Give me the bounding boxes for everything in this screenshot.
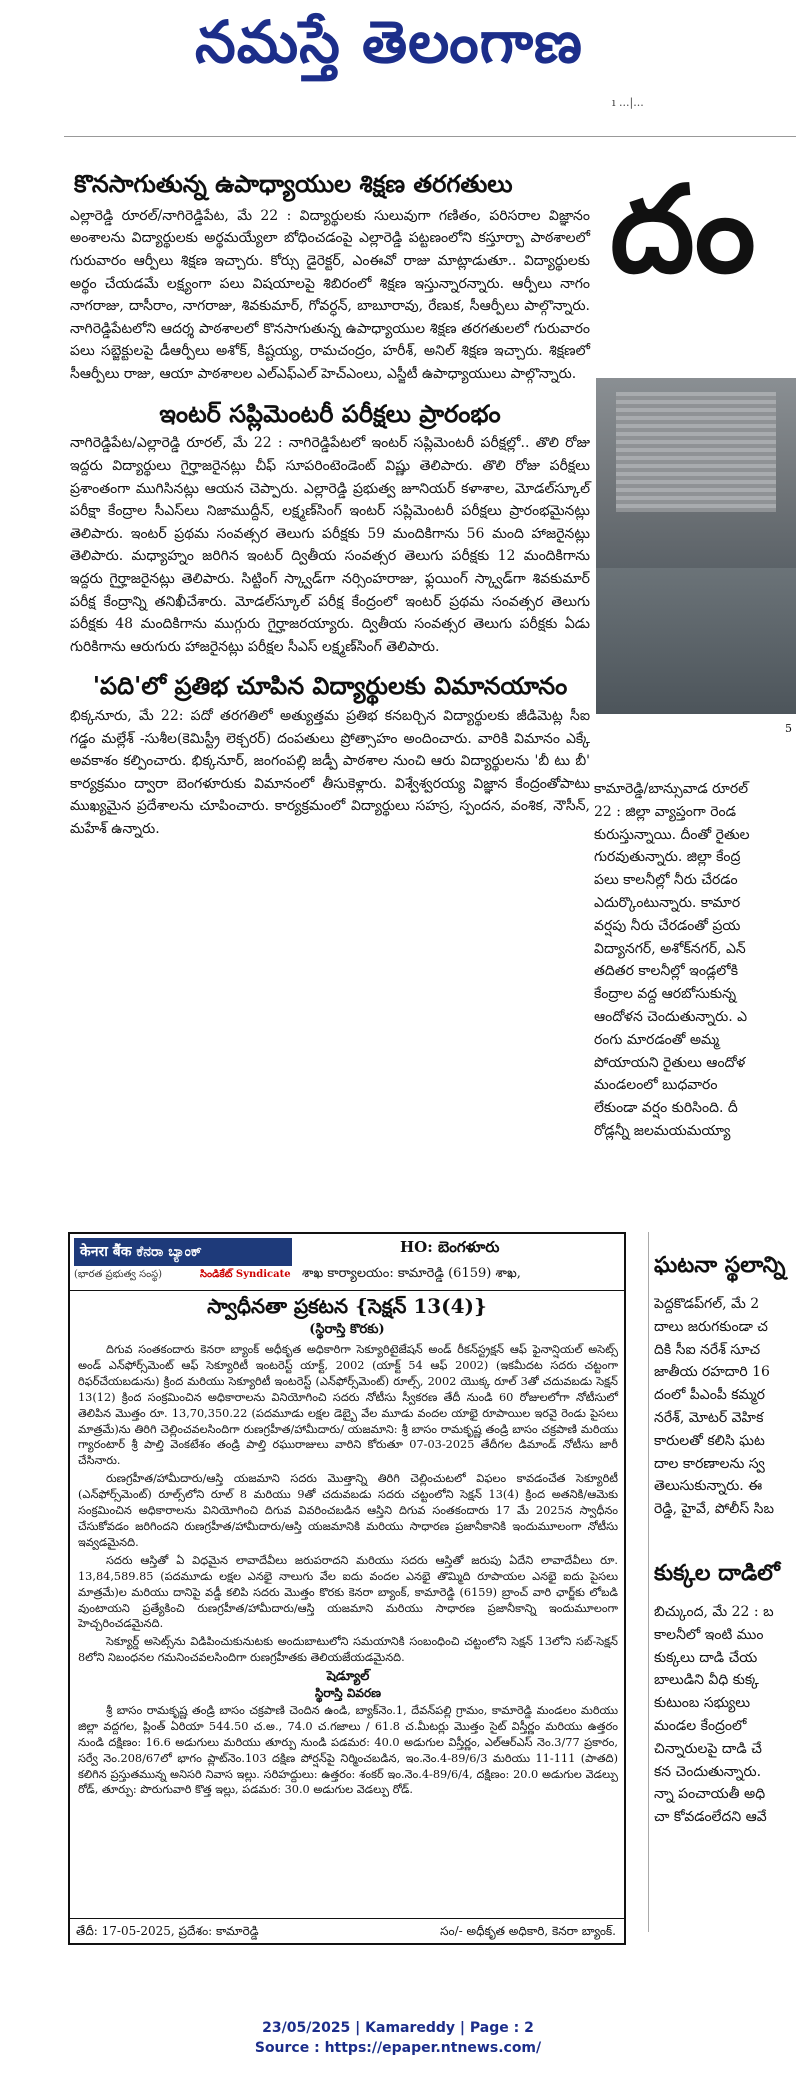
story-line: నరేశ్, మోటర్ వెహిక bbox=[654, 1409, 764, 1426]
dog-story bbox=[654, 1560, 796, 1829]
story-line: బాలుడిని వీధి కుక్క bbox=[654, 1672, 759, 1689]
story-line: చా కోవడంలేదని ఆవే bbox=[654, 1809, 767, 1826]
notice-signatory: సం/- అధీకృత అధికారి, కెనరా బ్యాంక్. bbox=[440, 1924, 616, 1938]
notice-title: స్వాధీనతా ప్రకటన {సెక్షన్ 13(4)} bbox=[207, 1294, 487, 1318]
story-line: పెద్దకొడప్‌గల్, మే 2 bbox=[654, 1296, 760, 1312]
schedule-text: శ్రీ బాసం రామకృష్ణ తండ్రి బాసం చక్రపాణి చెందిన ఉండి, బ్యాక్‌నెం.1, దేవన్‌పల్లి గ్రామం, కామారెడ్డి మండలం మరియు జిల్లా వద్దగల, ప్లింత్ ఏరియా 544.50 చ.అ., 74.0 చ.గజాలు / 61.8 చ.మీటర్లు మొత్తం సైట్ విస్తీర్ణం మరియు ఉత్తరం నుండి దక్షిణం: 16.6 అడుగులు మరియు తూర్పు నుండి పడమర: 40.0 అడుగుల విస్తీర్ణం, ఎల్ఆర్ఎస్ నెం.3/77 ప్రకారం, సర్వే నెం.208/67లో భాగం ప్లాట్‌నెం.103 దక్షిణ పోర్షన్‌పై నిర్మించబడిన, ఇం.నెం.4-89/6/3 మరియు 11-111 (పాతది) కలిగిన ప్రస్తుతమున్న అనిసరి నివాస ఇల్లు. సరిహద్దులు: ఉత్తరం: శంకర్ ఇం.నెం.4-89/6/4, దక్షిణం: 20.0 అడుగుల వెడల్పు రోడ్, తూర్పు: పొరుగువారి కొత్త ఇల్లు, పడమర: 30.0 అడుగుల వెడల్పు రోడ్. bbox=[78, 1703, 618, 1797]
column-divider bbox=[648, 1232, 649, 1932]
story-line: దికి సీఐ నరేశ్ సూచ bbox=[654, 1341, 761, 1358]
notice-para2: రుణగ్రహీత/హామీదారు/ఆస్తి యజమాని సదరు మొత్తాన్ని తిరిగి చెల్లించుటలో విఫలం కావడంచేత సెక్యూరిటీ (ఎన్‌ఫోర్స్‌మెంట్) రూల్స్‌లోని రూల్ 8 మరియు 9తో చదువబడు సదరు చట్టంలోని సెక్షన్ 13(4) క్రింద అతనికి/ఆమెకు సంక్రమించిన అధికారాలను వినియోగించి దిగువ వివరించబడిన ఆస్తిని దిగువ సంతకందారు 17 మే 2025న స్వాధీనం చేసుకోవడం జరిగిందని రుణగ్రహీత/హామీదారు/ఆస్తి యజమానికి మరియు సాధారణ ప్రజానీకానికి ఇందుమూలంగా నోటీసు ఇవ్వడమైనది. bbox=[78, 1472, 618, 1549]
dog-headline: కుక్కల దాడిలో bbox=[654, 1560, 780, 1586]
story-line: దాలు జరుగకుండా చ bbox=[654, 1318, 768, 1335]
story-line: చిన్నారులపై దాడి చే bbox=[654, 1740, 762, 1757]
story-line: ఎదుర్కొంటున్నారు. కామార bbox=[594, 894, 741, 911]
footer-edition: 23/05/2025 | Kamareddy | Page : 2 bbox=[262, 2020, 534, 2036]
branch-office: శాఖ కార్యాలయం: కామారెడ్డి (6159) శాఖ, bbox=[302, 1266, 521, 1281]
story-line: పలు కాలనీల్లో నీరు చేరడం bbox=[594, 872, 738, 889]
masthead bbox=[0, 0, 796, 110]
photo-shutter bbox=[616, 392, 776, 512]
notice-para4: సెక్యూర్డ్ అసెట్స్‌ను విడిపించుకునుటకు అందుబాటులోని సమయానికి సంబంధించి చట్టంలోని సెక్షన్ 13లోని సబ్-సెక్షన్ 8లోని నిబంధనల గమనించవలసిందిగా రుణగ్రహీతకు తెలియజేయడమైనది. bbox=[78, 1635, 618, 1665]
page-footer bbox=[0, 2018, 796, 2058]
story-line: రంగు మారడంతో అమ్మ bbox=[594, 1031, 720, 1048]
story-line: జాతీయ రహదారి 16 bbox=[654, 1364, 770, 1381]
flood-photo bbox=[596, 378, 796, 714]
story-line: లేకుండా వర్షం కురిసింది. దీ bbox=[594, 1100, 738, 1117]
article1-body: ఎల్లారెడ్డి రూరల్/నాగిరెడ్డిపేట, మే 22 : విద్యార్థులకు సులువుగా గణితం, పరిసరాల విజ్ఞానం అంశాలను విద్యార్థులకు అర్థమయ్యేలా బోధించడంపై ఎల్లారెడ్డి పట్టణంలోని కస్తూర్బా పాఠశాలలో గురువారం ఆర్పీలు శిక్షణ ఇచ్చారు. కోర్సు డైరెక్టర్, ఎంఈవో రాజు మాట్లాడుతూ.. విద్యార్థులకు అర్థం చేయడమే లక్ష్యంగా పలు విషయాలపై శిబిరంలో శిక్షణ ఇస్తున్నారన్నారు. ఆర్పీలు నాగం నాగరాజు, దాసీరాం, నాగరాజు, శివకుమార్, గోవర్ధన్, బాబూరావు, రేణుక, సీఆర్పీలు పాల్గొన్నారు. నాగిరెడ్డిపేటలోని ఆదర్శ పాఠశాలలో కొనసాగుతున్న ఉపాధ్యాయుల శిక్షణ తరగతులలో గురువారం పలు సబ్జెక్టులపై డీఆర్పీలు అశోక్, కిష్టయ్య, రామచంద్రం, హరీశ్, అనిల్ శిక్షణ ఇచ్చారు. శిక్షణలో సీఆర్పీలు రాజు, ఆయా పాఠశాలల ఎల్ఎఫ్ఎల్ హెచ్ఎంలు, ఎస్జీటీ ఉపాధ్యాయులు పాల్గొన్నారు. bbox=[70, 207, 590, 382]
story-line: న్నా పంచాయతీ అధి bbox=[654, 1786, 766, 1803]
story-line: కన చెందుతున్నారు. bbox=[654, 1763, 762, 1780]
story-line: వర్షపు నీరు చేరడంతో ప్రయ bbox=[594, 917, 741, 934]
photo-water bbox=[596, 568, 796, 714]
story-line: గురవుతున్నారు. జిల్లా కేంద్ర bbox=[594, 849, 741, 866]
notice-header bbox=[70, 1234, 624, 1291]
story-line: ఆందోళన చెందుతున్నారు. ఎ bbox=[594, 1008, 748, 1025]
possession-notice bbox=[68, 1232, 626, 1945]
schedule-title: షెడ్యూల్ bbox=[326, 1669, 370, 1685]
story-line: మండలంలో బుధవారం bbox=[594, 1077, 718, 1094]
masthead-right-fragment: ı ...|... bbox=[612, 96, 644, 109]
story-line: 22 : జిల్లా వ్యాప్తంగా రెండ bbox=[594, 803, 737, 820]
notice-date-place: తేదీ: 17-05-2025, ప్రదేశం: కామారెడ్డి bbox=[76, 1924, 259, 1938]
story-line: మండల కేంద్రంలో bbox=[654, 1717, 747, 1734]
story-line: కాలనీలో ఇంటి ముం bbox=[654, 1626, 764, 1643]
side-story-headline: దం bbox=[610, 159, 756, 300]
masthead-divider bbox=[64, 136, 796, 137]
story-line: విద్యానగర్, అశోక్‌నగర్, ఎన్ bbox=[594, 940, 746, 957]
story-line: కుటుంబ సభ్యులు bbox=[654, 1695, 751, 1712]
story-line: దంలో పీఎంపీ కమ్మర bbox=[654, 1387, 765, 1404]
side-story-body bbox=[594, 778, 796, 1143]
newspaper-title: నమస్తే తెలంగాణ bbox=[195, 8, 583, 76]
story-line: కేంద్రాల వద్ద ఆరబోసుకున్న bbox=[594, 986, 737, 1003]
notice-body bbox=[78, 1342, 618, 1800]
notice-footer bbox=[70, 1918, 624, 1943]
article2-headline: ఇంటర్ సప్లిమెంటరీ పరీక్షలు ప్రారంభం bbox=[159, 398, 501, 428]
footer-source: Source : https://epaper.ntnews.com/ bbox=[254, 2040, 542, 2056]
photo-caption: 5 bbox=[785, 722, 792, 735]
schedule-subtitle: స్థిరాస్తి వివరణ bbox=[315, 1686, 381, 1701]
article3-headline: 'పది'లో ప్రతిభ చూపిన విద్యార్థులకు విమానయానం bbox=[92, 671, 568, 701]
bank-tagline: (భారత ప్రభుత్వ సంస్థ) bbox=[74, 1269, 163, 1280]
story-line: దాల కారణాలను స్వ bbox=[654, 1455, 765, 1472]
syndicate-label: సిండికేట్ Syndicate bbox=[200, 1269, 291, 1280]
left-column bbox=[70, 170, 590, 841]
story-line: రెడ్డి, హైవే, పోలీస్ సిబ bbox=[654, 1501, 774, 1518]
head-office: HO: బెంగళూరు bbox=[400, 1238, 500, 1256]
story-line: తెలుసుకున్నారు. ఈ bbox=[654, 1478, 763, 1495]
notice-para1: దిగువ సంతకందారు కెనరా బ్యాంక్ అధీకృత అధికారిగా సెక్యూరిటైజేషన్ అండ్ రీకన్‌స్ట్రక్షన్ ఆఫ్ ఫైనాన్షియల్ అసెట్స్ అండ్ ఎన్‌ఫోర్స్‌మెంట్ ఆఫ్ సెక్యూరిటీ ఇంటరెస్ట్ యాక్ట్, 2002 (యాక్ట్ 54 ఆఫ్ 2002) (ఇకమీదట సదరు చట్టంగా రిఫర్‌చేయబడును) క్రింద మరియు సెక్యూరిటీ ఇంటరెస్ట్ (ఎన్‌ఫోర్స్‌మెంట్) రూల్స్, 2002 యొక్క రూల్ 3తో చదువబడు సెక్షన్ 13(12) క్రింద సంక్రమించిన అధికారాలను వినియోగించి సదరు నోటీసు స్వీకరణ తేదీ నుండి 60 రోజులలోగా నోటీసులో తెలిపిన మొత్తం రూ. 13,70,350.22 (పదమూడు లక్షల డెబ్బై వేల మూడు వందల యాభై రూపాయిల ఇరవై రెండు పైసలు మాత్రమే)ను తిరిగి చెల్లించవలసిందిగా రుణగ్రహీత/హామీదారు/ యజమాని: శ్రీ బాసం రామకృష్ణ తండ్రి బాసం చక్రపాణి మరియు గ్యారంటార్ శ్రీ పాల్తి వెంకటేశం తండ్రి పాల్తి రఘురాజులు వారిని కోరుతూ 07-03-2025 తేదీగల డిమాండ్ నోటీసు జారీ చేసినారు. bbox=[78, 1343, 618, 1468]
story-line: కామారెడ్డి/బాన్సువాడ రూరల్ bbox=[594, 781, 749, 797]
notice-subtitle: (స్థిరాస్తి కొరకు) bbox=[309, 1322, 385, 1337]
article1-headline: కొనసాగుతున్న ఉపాధ్యాయుల శిక్షణ తరగతులు bbox=[74, 169, 513, 198]
notice-para3: సదరు ఆస్తితో ఏ విధమైన లావాదేవీలు జరుపరాదని మరియు సదరు ఆస్తితో జరుపు ఏదేని లావాదేవీలు రూ. 13,84,589.85 (పదమూడు లక్షల ఎనభై నాలుగు వేల ఐదు వందల ఎనభై తొమ్మిది రూపాయల ఎనభై ఐదు పైసలు మాత్రమే)ల మరియు దానిపై వడ్డీ కలిపి సదరు మొత్తం కొరకు కెనరా బ్యాంక్, కామారెడ్డి (6159) బ్రాంచ్ వారి ఛార్జ్‌కు లోబడి వుంటాయని ప్రత్యేకించి రుణగ్రహీత/హామీదారు/ఆస్తి యజమాని మరియు సాధారణ ప్రజానీకాన్ని ఇందుమూలంగా హెచ్చరించడమైనది. bbox=[78, 1553, 618, 1631]
article2-body: నాగిరెడ్డిపేట/ఎల్లారెడ్డి రూరల్, మే 22 : నాగిరెడ్డిపేటలో ఇంటర్ సప్లిమెంటరీ పరీక్షల్లో.. తొలి రోజు ఇద్దరు విద్యార్థులు గైర్హాజరైనట్లు చీఫ్ సూపరింటెండెంట్ విష్ణు తెలిపారు. తొలి రోజు పరీక్షలు ప్రశాంతంగా ముగిసినట్లు ఆయన చెప్పారు. ఎల్లారెడ్డి ప్రభుత్వ జూనియర్ కళాశాల, మోడల్‌స్కూల్ పరీక్షా కేంద్రాల సీఎస్‌లు నిజాముద్దీన్, లక్ష్మణ్‌సింగ్ ఇంటర్ సప్లిమెంటరీ పరీక్షలు ప్రారంభమైనట్లు తెలిపారు. ఇంటర్ ప్రథమ సంవత్సర తెలుగు పరీక్షకు 59 మందికిగాను 56 మంది హాజరైనట్లు తెలిపారు. మధ్యాహ్నం జరిగిన ఇంటర్ ద్వితీయ సంవత్సర తెలుగు పరీక్షకు 12 మందికిగాను ఇద్దరు గైర్హాజరైనట్లు తెలిపారు. సిట్టింగ్ స్క్వాడ్‌గా నర్సింహరాజు, ఫ్లయింగ్ స్క్వాడ్‌గా శివకుమార్ పరీక్ష కేంద్రాన్ని తనిఖీచేశారు. మోడల్‌స్కూల్ పరీక్ష కేంద్రంలో ఇంటర్ ప్రథమ సంవత్సర తెలుగు పరీక్షకు 48 మందికిగాను ముగ్గురు గైర్హాజరయ్యారు. ద్వితీయ సంవత్సర తెలుగు పరీక్షకు ఏడు గురికిగాను ఆరుగురు హాజరైనట్లు పరీక్షల సీఎస్ లక్ష్మణ్‌సింగ్ తెలిపారు. bbox=[70, 435, 590, 655]
story-line: రోడ్లన్నీ జలమయమయ్యా bbox=[594, 1122, 731, 1139]
accident-story bbox=[654, 1252, 796, 1521]
story-line: బిచ్కుంద, మే 22 : బ bbox=[654, 1604, 774, 1620]
article3-body: భిక్కనూరు, మే 22: పదో తరగతిలో అత్యుత్తమ ప్రతిభ కనబర్చిన విద్యార్థులకు జీడిమెట్ల సీఐ గడ్డం మల్లేశ్ -సుశీల(కెమిస్ట్రీ లెక్చరర్) దంపతులు ప్రోత్సాహం అందించారు. వారికి విమానం ఎక్కే అవకాశం కల్పించారు. భిక్కనూర్, జంగంపల్లి జడ్పీ పాఠశాల నుంచి ఆరు విద్యార్థులను 'బీ టు బీ' కార్యక్రమం ద్వారా బెంగళూరుకు విమానంలో తీసుకెళ్లారు. విశ్వేశ్వరయ్య విజ్ఞాన కేంద్రంతోపాటు ముఖ్యమైన ప్రదేశాలను చూపించారు. కార్యక్రమంలో విద్యార్థులు సహస్ర, స్పందన, వంశిక, నౌసీన్, మహేశ్ ఉన్నారు. bbox=[70, 708, 590, 838]
story-line: పోయాయని రైతులు ఆందోళ bbox=[594, 1054, 746, 1071]
story-line: కారులతో కలిసి ఘట bbox=[654, 1432, 765, 1449]
canara-bank-logo: केनरा बैंक ಕೆನರಾ ಬ್ಯಾಂಕ್ bbox=[74, 1238, 292, 1266]
story-line: తదితర కాలనీల్లో ఇండ్లలోకి bbox=[594, 963, 739, 980]
story-line: కుక్కలు దాడి చేయ bbox=[654, 1649, 758, 1666]
story-line: కురుస్తున్నాయి. దీంతో రైతుల bbox=[594, 826, 750, 843]
accident-headline: ఘటనా స్థలాన్ని bbox=[654, 1252, 786, 1278]
